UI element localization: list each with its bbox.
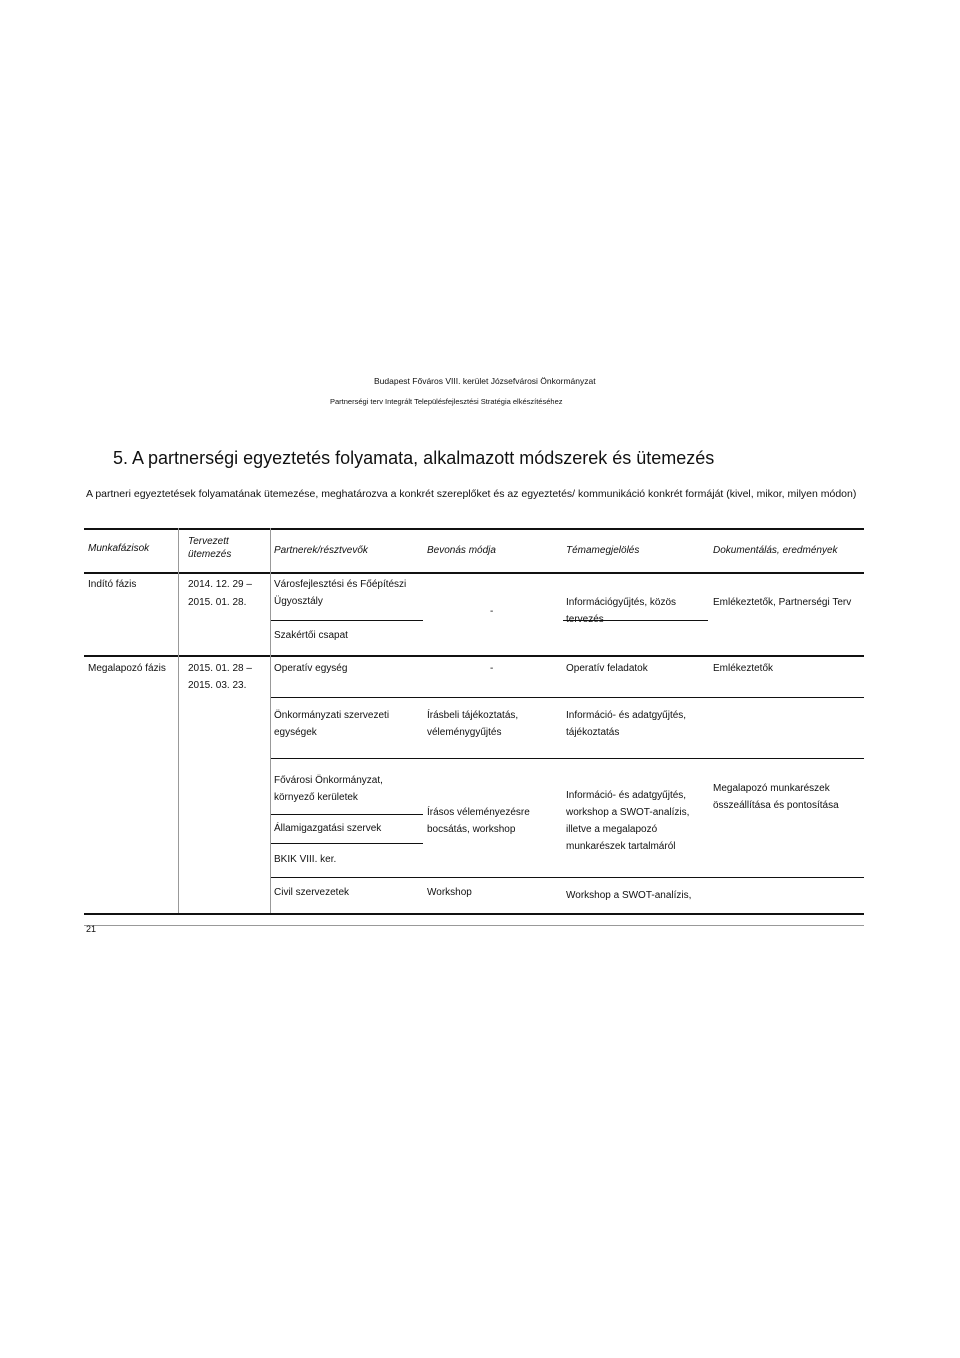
row-divider: [270, 758, 864, 759]
partner-cell: Önkormányzati szervezeti egységek: [274, 710, 390, 738]
schedule-end: 2015. 01. 28.: [188, 597, 247, 608]
column-header-topic: Témamegjelölés: [566, 545, 640, 556]
topic-cell: Workshop a SWOT-analízis,: [566, 890, 692, 901]
column-header-schedule-line2: ütemezés: [188, 549, 232, 560]
column-header-schedule-line1: Tervezett: [188, 536, 229, 547]
topic-cell: Információ- és adatgyűjtés, workshop a SWOT-analízis, illetve a megalapozó munkarészek tartalmáról: [566, 790, 690, 852]
partner-cell: Fővárosi Önkormányzat, környező kerületek: [274, 775, 383, 803]
header-organization: Budapest Főváros VIII. kerület Józsefvárosi Önkormányzat: [374, 376, 596, 386]
row-divider: [270, 620, 423, 621]
table-top-border: [84, 528, 864, 530]
page-number: 21: [86, 924, 97, 934]
row-divider: [270, 877, 864, 878]
phase-divider: [84, 655, 864, 657]
row-divider: [270, 697, 864, 698]
docs-cell: Megalapozó munkarészek összeállítása és pontosítása: [713, 783, 839, 811]
column-header-phase: Munkafázisok: [88, 543, 150, 554]
table-header-divider: [84, 572, 864, 574]
method-cell: -: [490, 606, 494, 617]
section-title: 5. A partnerségi egyeztetés folyamata, alkalmazott módszerek és ütemezés: [113, 448, 715, 468]
schedule-start: 2014. 12. 29 –: [188, 579, 252, 590]
header-document-title: Partnerségi terv Integrált Településfejlesztési Stratégia elkészítéséhez: [330, 397, 563, 406]
docs-cell: Emlékeztetők, Partnerségi Terv: [713, 597, 852, 608]
phase-name: Megalapozó fázis: [88, 663, 166, 674]
partner-cell: Civil szervezetek: [274, 887, 350, 898]
column-header-partners: Partnerek/résztvevők: [274, 545, 368, 556]
column-divider: [178, 528, 179, 913]
topic-cell: Operatív feladatok: [566, 663, 648, 674]
partner-cell: Államigazgatási szervek: [274, 823, 382, 834]
method-cell: Írásbeli tájékoztatás, véleménygyűjtés: [427, 710, 519, 738]
method-cell: Workshop: [427, 887, 472, 898]
docs-cell: Emlékeztetők: [713, 663, 774, 674]
method-cell: -: [490, 663, 494, 674]
column-divider: [270, 528, 271, 913]
footer-rule: [84, 925, 864, 926]
partner-cell: Szakértői csapat: [274, 630, 348, 641]
schedule-end: 2015. 03. 23.: [188, 680, 247, 691]
column-header-docs: Dokumentálás, eredmények: [713, 545, 838, 556]
schedule-start: 2015. 01. 28 –: [188, 663, 252, 674]
intro-paragraph: A partneri egyeztetések folyamatának ütemezése, meghatározva a konkrét szereplőket és az egyeztetés/ kommunikáció konkrét formáját (kivel, mikor, milyen módon): [86, 488, 857, 500]
row-divider: [270, 814, 423, 815]
partner-cell: BKIK VIII. ker.: [274, 854, 337, 865]
column-header-method: Bevonás módja: [427, 545, 496, 556]
topic-cell: Információgyűjtés, közös tervezés: [566, 597, 677, 625]
row-divider: [270, 843, 423, 844]
topic-cell: Információ- és adatgyűjtés, tájékoztatás: [566, 710, 687, 738]
phase-name: Indító fázis: [88, 579, 137, 590]
partner-cell: Operatív egység: [274, 663, 348, 674]
method-cell: Írásos véleményezésre bocsátás, workshop: [427, 807, 530, 835]
table-bottom-border: [84, 913, 864, 915]
partner-cell: Városfejlesztési és Főépítészi Ügyosztály: [274, 579, 407, 607]
